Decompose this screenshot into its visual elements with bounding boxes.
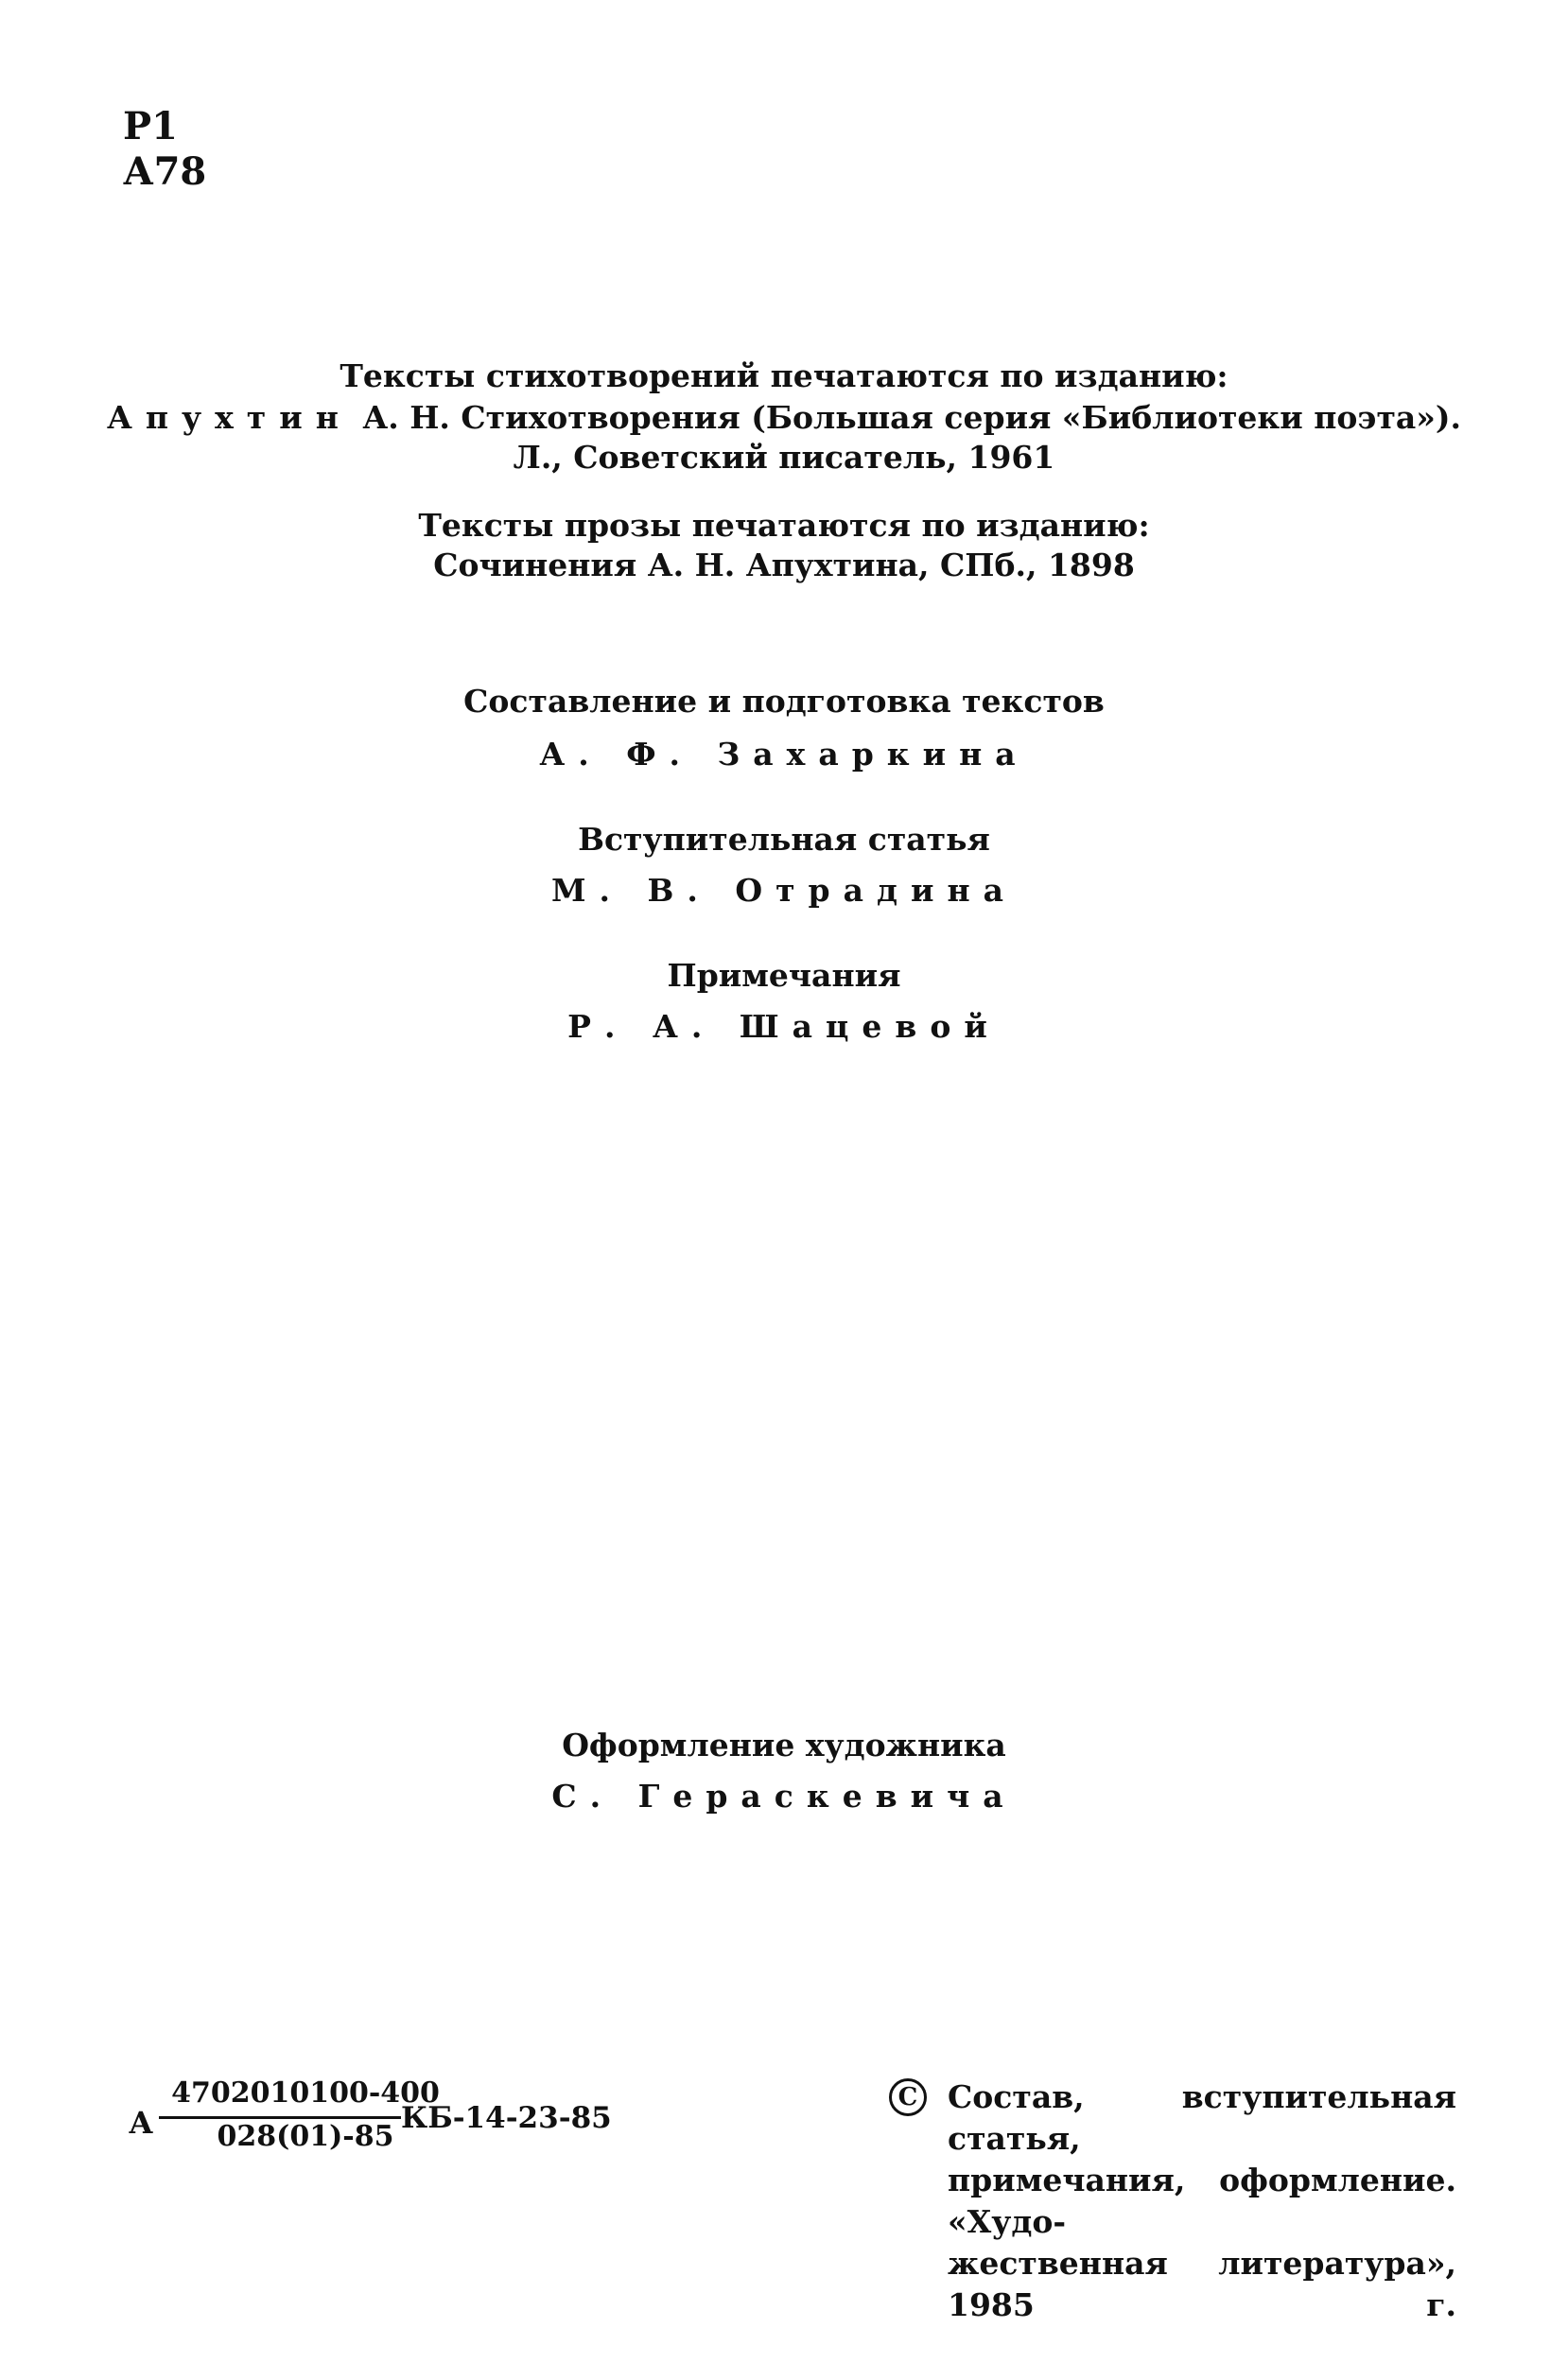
bbk-numerator: 4702010100-400 (171, 2076, 440, 2110)
bbk-fraction-line (159, 2116, 401, 2119)
design-person: С. Гераскевича (551, 1778, 1017, 1815)
credit-person-compilation: А. Ф. Захаркина (539, 736, 1029, 773)
classification-line-1: Р1 (123, 104, 178, 148)
credit-person-introduction: М. В. Отрадина (550, 872, 1018, 909)
bbk-index (129, 2076, 620, 2180)
credit-role-introduction: Вступительная статья (578, 821, 990, 858)
bbk-denominator: 028(01)-85 (217, 2120, 394, 2153)
poems-source-publisher: Л., Советский писатель, 1961 (513, 439, 1055, 476)
credit-role-notes: Примечания (667, 957, 901, 994)
poems-source-title: А. Н. Стихотворения (Большая серия «Библиотеки поэта»). (351, 399, 1462, 436)
copyright-line-2: примечания, оформление. «Худо- (948, 2162, 1456, 2240)
credit-person-notes: Р. А. Шацевой (567, 1008, 1001, 1045)
copyright-icon: C (889, 2078, 927, 2116)
prose-source-heading: Тексты прозы печатаются по изданию: (418, 507, 1150, 544)
prose-source-reference: Сочинения А. Н. Апухтина, СПб., 1898 (433, 547, 1135, 583)
poems-source-reference (0, 399, 1568, 436)
copyright-line-1: Состав, вступительная статья, (948, 2078, 1456, 2157)
classification-code (123, 104, 206, 195)
credit-role-compilation: Составление и подготовка текстов (463, 683, 1105, 720)
copyright-notice (889, 2076, 1456, 2326)
poems-source-author: Апухтин (106, 399, 352, 436)
classification-line-2: А78 (123, 149, 207, 194)
poems-source-heading: Тексты стихотворений печатаются по изданию: (340, 357, 1228, 394)
copyright-line-3: жественная литература», 1985 г. (948, 2245, 1456, 2323)
bbk-letter: А (129, 2105, 154, 2141)
bbk-code: КБ-14-23-85 (401, 2101, 612, 2135)
design-role: Оформление художника (562, 1727, 1006, 1763)
